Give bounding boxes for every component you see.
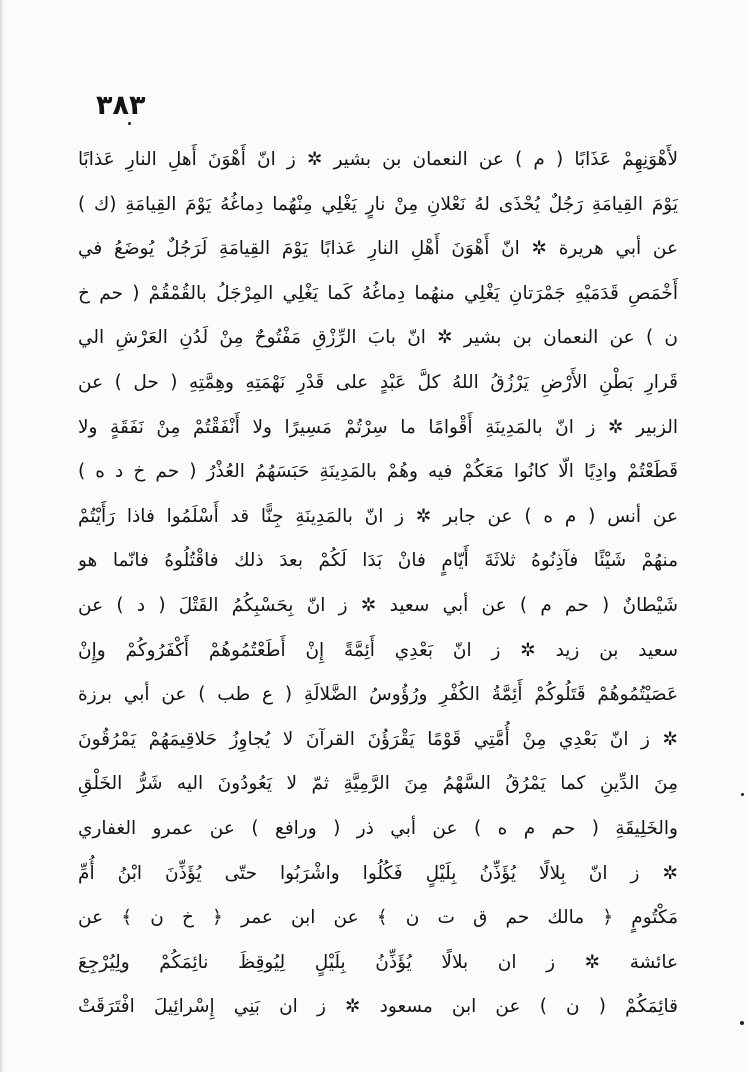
text-line-2: يَوْمَ القِيامَةِ رَجُلٌ يُحْذَى لهُ نَعْلانِ مِنْ نارٍ يَغْلِي مِنْهُما دِماغُهُ يَوْمَ القِيامَةِ (ك ) [78,193,678,215]
text-line-5: ن ) عن النعمان بن بشير ✲ انّ بابَ الرِّزْقِ مَفْتُوحٌ مِنْ لَدُنِ العَرْشِ الي [78,327,678,349]
text-line-18: مَكْتُومٍ ﴿ مالك حم ق ت ن ﴾ عن ابن عمر ﴿ خ ن ﴾ عن [78,907,678,929]
text-line-17: ✲ ز انّ بِلالًا يُؤَذِّنُ بِلَيْلٍ فَكُلُوا واشْرَبُوا حتّى يُؤَذِّنَ ابْنُ أُمِّ [78,862,678,884]
text-line-8: قَطَعْتُمْ وادِيًا الّا كانُوا مَعَكُمْ فيه وهُمْ بالمَدِينَةِ حَبَسَهُمُ العُذْرُ ( حم خ د ه ) [78,461,678,483]
text-line-3: عن أبي هريرة ✲ انّ أَهْوَنَ أَهْلِ النارِ عَذابًا يَوْمَ القِيامَةِ لَرَجُلٌ يُوضَعُ في [78,238,678,260]
text-line-15: مِنَ الدِّينِ كما يَمْرُقُ السَّهْمُ مِنَ الرَّمِيَّةِ ثمّ لا يَعُودُونَ اليه شَرُّ الخَلْقِ [78,773,678,795]
text-line-19: عائشة ✲ ز ان بلالًا يُؤَذِّنُ بِلَيْلٍ لِيُوقِظَ نائِمَكُمْ ولِيُرْجِعَ [78,951,678,973]
text-line-20: قائِمَكُمْ ( ن ) عن ابن مسعود ✲ ز ان بَنِي إِسْرائِيلَ افْتَرَقَتْ [78,996,678,1018]
text-line-7: الزبير ✲ ز انّ بالمَدِينَةِ أَقْوامًا ما سِرْتُمْ مَسِيرًا ولا أَنْفَقْتُمْ مِنْ نَفَقَةٍ ولا [78,416,678,438]
text-line-9: عن أنس ( م ه ) عن جابر ✲ ز انّ بالمَدِينَةِ جِنًّا قد أَسْلَمُوا فاذا رَأَيْتُمْ [78,505,678,527]
text-line-13: عَصَيْتُمُوهُمْ قَتَلُوكُمْ أَئِمَّةُ الكُفْرِ ورُؤُوسُ الضَّلالَةِ ( ع طب ) عن أبي برزة [78,684,678,706]
text-line-11: شَيْطانٌ ( حم م ) عن أبي سعيد ✲ ز انّ بِحَسْبِكُمُ القَتْلَ ( د ) عن [78,594,678,616]
text-line-4: أَخْمَصِ قَدَمَيْهِ جَمْرَتانِ يَغْلِي منهُما دِماغُهُ كَما يَغْلِي المِرْجَلُ بالقُمْقُمْ ( حم خ [78,282,678,304]
page-edge-shadow [0,0,4,1072]
page-number: ٣٨٣ [96,90,146,121]
text-line-10: منهُمْ شَيْئًا فآذِنُوهُ ثلاثَةَ أَيّامٍ فانْ بَدَا لَكُمْ بعدَ ذلك فاقْتُلُوهُ فانّما هو [78,550,678,572]
body-text [78,138,678,1030]
scan-speck [740,1021,744,1025]
text-line-16: والخَلِيقَةِ ( حم م ه ) عن أبي ذر ( ورافع ) عن عمرو الغفاري [78,817,678,839]
scan-speck [741,793,744,796]
text-line-12: سعيد بن زيد ✲ ز انّ بَعْدِي أَئِمَّةً إِنْ أَطَعْتُمُوهُمْ أَكْفَرُوكُمْ وإِنْ [78,639,678,661]
text-line-14: ✲ ز انّ بَعْدِي مِنْ أُمَّتِي قَوْمًا يَقْرَؤُنَ القرآنَ لا يُجاوِزُ حَلاقِيمَهُمْ يَمْرُقُونَ [78,728,678,750]
text-line-6: قَرارِ بَطْنِ الأَرْضِ يَرْزُقُ اللهُ كلَّ عَبْدٍ على قَدْرِ نَهْمَتِهِ وهِمَّتِهِ ( حل ) عن [78,371,678,393]
scan-speck [128,122,131,125]
text-line-1: لأَهْوَنِهِمْ عَذَابًا ( م ) عن النعمان بن بشير ✲ ز انّ أَهْوَنَ أَهلِ النارِ عَذابًا [78,149,678,170]
